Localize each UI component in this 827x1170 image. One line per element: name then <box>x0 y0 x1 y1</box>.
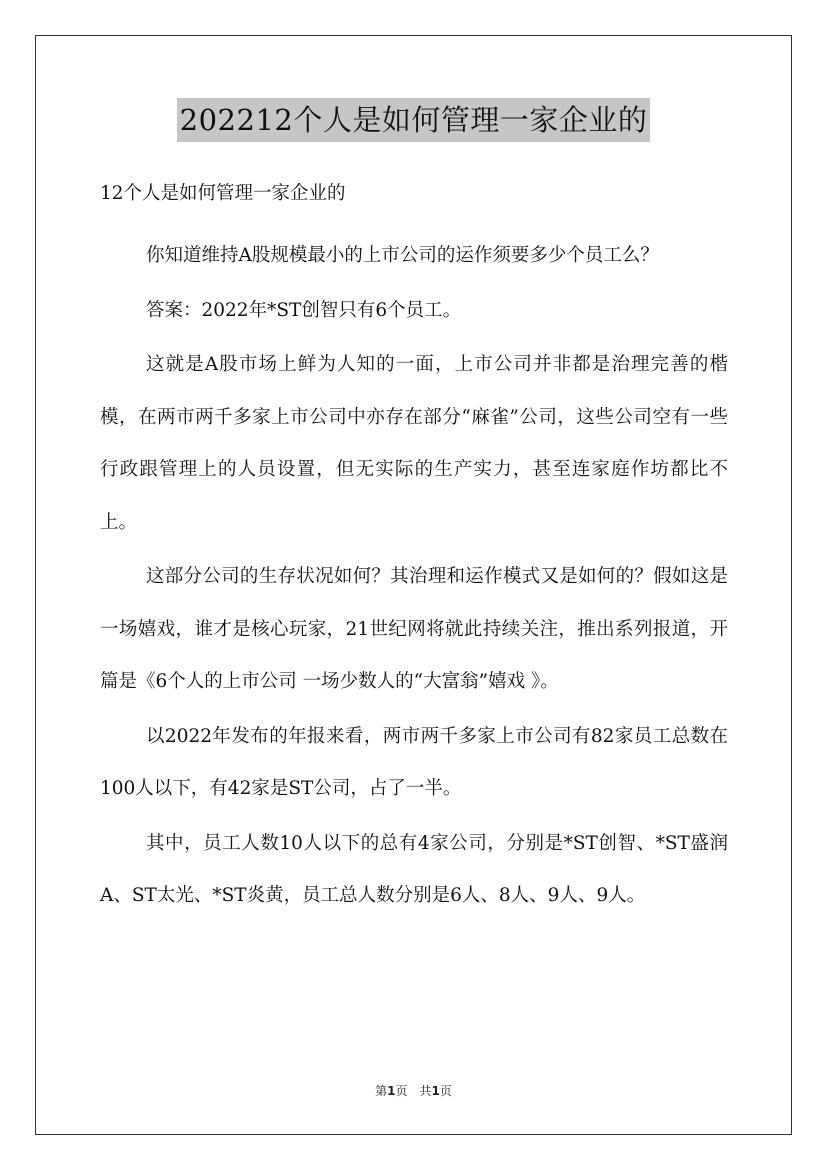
document-body <box>100 176 728 925</box>
paragraph-2: 答案：2022年*ST创智只有6个员工。 <box>146 299 462 321</box>
paragraph-3: 这就是A股市场上鲜为人知的一面，上市公司并非都是治理完善的楷模，在两市两千多家上市公司中亦存在部分“麻雀”公司，这些公司空有一些行政跟管理上的人员设置，但无实际的生产实力，甚至连家庭作坊都比不上。 <box>100 354 728 533</box>
page-current: 1 <box>387 1084 396 1098</box>
paragraph-4: 这部分公司的生存状况如何？其治理和运作模式又是如何的？假如这是一场嬉戏，谁才是核心玩家，21世纪网将就此持续关注，推出系列报道，开篇是《6个人的上市公司 一场少数人的“大富翁”嬉戏 》。 <box>100 566 728 692</box>
paragraph-5: 以2022年发布的年报来看，两市两千多家上市公司有82家员工总数在100人以下，有42家是ST公司，占了一半。 <box>100 725 728 799</box>
page-total: 1 <box>431 1084 440 1098</box>
paragraph-1: 你知道维持A股规模最小的上市公司的运作须要多少个员工么？ <box>146 245 659 266</box>
page-prefix: 第 <box>375 1084 388 1098</box>
total-suffix: 页 <box>439 1084 452 1098</box>
title-container <box>0 98 827 142</box>
page-suffix: 页 <box>395 1084 408 1098</box>
page-footer <box>0 1082 827 1099</box>
paragraph-6: 其中，员工人数10人以下的总有4家公司，分别是*ST创智、*ST盛润A、ST太光、*ST炎黄，员工总人数分别是6人、8人、9人、9人。 <box>100 832 728 906</box>
document-title: 202212个人是如何管理一家企业的 <box>177 98 651 142</box>
total-prefix: 共 <box>419 1084 432 1098</box>
document-subtitle: 12个人是如何管理一家企业的 <box>100 183 346 204</box>
